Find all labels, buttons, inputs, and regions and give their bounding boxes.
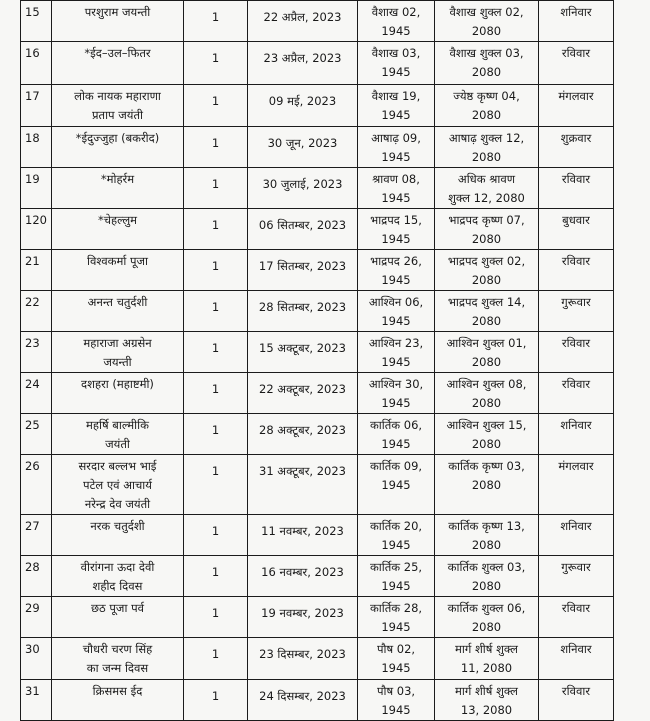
holiday-date: 22 अक्टूबर, 2023 — [259, 382, 346, 396]
weekday-cell — [539, 209, 614, 250]
holiday-date: 09 मई, 2023 — [268, 94, 337, 108]
holiday-days-cell — [184, 332, 248, 373]
holiday-name: सरदार बल्लभ भाई पटेल एवं आचार्य नरेन्द्र देव जयंती — [78, 459, 157, 511]
holiday-date: 11 नवम्बर, 2023 — [261, 524, 344, 538]
vikram-samvat-date: कार्तिक कृष्ण 03, 2080 — [448, 459, 525, 492]
holiday-row — [21, 42, 614, 85]
saka-date: पौष 02, 1945 — [376, 642, 416, 675]
holiday-row — [21, 168, 614, 209]
weekday-cell — [539, 680, 614, 721]
vikram-samvat-date: मार्ग शीर्ष शुक्ल 11, 2080 — [455, 642, 518, 675]
holiday-date-cell — [248, 638, 358, 680]
holiday-name: क्रिसमस ईद — [92, 684, 143, 698]
vikram-samvat-date-cell — [435, 42, 539, 85]
vikram-samvat-date: कार्तिक शुक्ल 06, 2080 — [447, 601, 526, 634]
vikram-samvat-date-cell — [435, 556, 539, 597]
serial-number-cell — [21, 85, 52, 127]
weekday-cell — [539, 515, 614, 556]
weekday-cell — [539, 414, 614, 455]
holiday-days: 1 — [211, 606, 220, 620]
holiday-date-cell — [248, 680, 358, 721]
holiday-name: विश्वकर्मा पूजा — [86, 254, 149, 268]
holiday-date: 28 अक्टूबर, 2023 — [259, 423, 346, 437]
holiday-date-cell — [248, 556, 358, 597]
saka-date-cell — [358, 42, 435, 85]
saka-date-cell — [358, 209, 435, 250]
holiday-name: छठ पूजा पर्व — [90, 601, 145, 615]
vikram-samvat-date: कार्तिक कृष्ण 13, 2080 — [448, 519, 525, 552]
serial-number: 29 — [25, 601, 40, 615]
weekday-cell — [539, 556, 614, 597]
holiday-name-cell — [52, 1, 184, 42]
serial-number: 21 — [25, 254, 40, 268]
holiday-days: 1 — [211, 177, 220, 191]
saka-date-cell — [358, 85, 435, 127]
holiday-days-cell — [184, 597, 248, 638]
holiday-date-cell — [248, 85, 358, 127]
holiday-row — [21, 680, 614, 721]
saka-date-cell — [358, 556, 435, 597]
saka-date-cell — [358, 597, 435, 638]
vikram-samvat-date: मार्ग शीर्ष शुक्ल 13, 2080 — [455, 684, 518, 717]
holiday-date: 15 अक्टूबर, 2023 — [259, 341, 346, 355]
holiday-days-cell — [184, 373, 248, 414]
weekday-cell — [539, 291, 614, 332]
holiday-days: 1 — [211, 423, 220, 437]
serial-number: 120 — [25, 213, 47, 227]
holiday-days-cell — [184, 414, 248, 455]
holiday-date: 30 जुलाई, 2023 — [262, 177, 343, 191]
holiday-name: महर्षि बाल्मीकि जयंती — [86, 418, 149, 451]
saka-date: कार्तिक 09, 1945 — [369, 459, 423, 492]
serial-number: 30 — [25, 642, 40, 656]
weekday-cell — [539, 127, 614, 168]
holiday-date: 17 सितम्बर, 2023 — [258, 259, 347, 273]
serial-number-cell — [21, 168, 52, 209]
holiday-date-cell — [248, 209, 358, 250]
holiday-days: 1 — [211, 259, 220, 273]
weekday: रविवार — [561, 684, 591, 698]
holiday-days-cell — [184, 455, 248, 515]
vikram-samvat-date-cell — [435, 638, 539, 680]
saka-date: आश्विन 30, 1945 — [368, 377, 424, 410]
saka-date: श्रावण 08, 1945 — [372, 172, 420, 205]
holiday-row — [21, 455, 614, 515]
holiday-days: 1 — [211, 382, 220, 396]
holiday-days-cell — [184, 127, 248, 168]
weekday: रविवार — [561, 601, 591, 615]
vikram-samvat-date: वैशाख शुक्ल 02, 2080 — [449, 5, 524, 38]
saka-date-cell — [358, 638, 435, 680]
serial-number: 16 — [25, 46, 40, 60]
vikram-samvat-date: कार्तिक शुक्ल 03, 2080 — [447, 560, 526, 593]
holiday-name: दशहरा (महाष्टमी) — [81, 377, 154, 391]
holiday-days-cell — [184, 250, 248, 291]
holiday-days: 1 — [211, 136, 220, 150]
serial-number-cell — [21, 42, 52, 85]
holiday-row — [21, 515, 614, 556]
vikram-samvat-date-cell — [435, 332, 539, 373]
holiday-row — [21, 291, 614, 332]
holiday-name-cell — [52, 515, 184, 556]
holiday-days-cell — [184, 42, 248, 85]
serial-number: 31 — [25, 684, 40, 698]
serial-number-cell — [21, 291, 52, 332]
saka-date: भाद्रपद 26, 1945 — [370, 254, 422, 287]
holiday-days: 1 — [211, 565, 220, 579]
holiday-days-cell — [184, 1, 248, 42]
serial-number-cell — [21, 209, 52, 250]
serial-number: 23 — [25, 336, 40, 350]
vikram-samvat-date-cell — [435, 291, 539, 332]
serial-number-cell — [21, 332, 52, 373]
vikram-samvat-date-cell — [435, 414, 539, 455]
holiday-name-cell — [52, 209, 184, 250]
saka-date: पौष 03, 1945 — [376, 684, 416, 717]
holiday-days-cell — [184, 85, 248, 127]
holiday-date: 23 अप्रैल, 2023 — [263, 51, 342, 65]
saka-date: आषाढ़ 09, 1945 — [371, 131, 421, 164]
weekday: रविवार — [561, 254, 591, 268]
serial-number-cell — [21, 680, 52, 721]
holiday-days: 1 — [211, 51, 220, 65]
holiday-date-cell — [248, 455, 358, 515]
serial-number-cell — [21, 556, 52, 597]
serial-number: 25 — [25, 418, 40, 432]
vikram-samvat-date: वैशाख शुक्ल 03, 2080 — [449, 46, 524, 79]
serial-number-cell — [21, 638, 52, 680]
vikram-samvat-date: भाद्रपद कृष्ण 07, 2080 — [448, 213, 525, 246]
saka-date-cell — [358, 291, 435, 332]
holiday-date: 24 दिसम्बर, 2023 — [259, 689, 346, 703]
vikram-samvat-date-cell — [435, 127, 539, 168]
holiday-name: चौधरी चरण सिंह का जन्म दिवस — [82, 642, 153, 675]
saka-date-cell — [358, 168, 435, 209]
holiday-date-cell — [248, 515, 358, 556]
weekday: गुरूवार — [561, 295, 591, 309]
holiday-name: लोक नायक महाराणा प्रताप जयंती — [74, 89, 161, 122]
holiday-name-cell — [52, 291, 184, 332]
holiday-name: अनन्त चतुर्दशी — [87, 295, 148, 309]
vikram-samvat-date: ज्येष्ठ कृष्ण 04, 2080 — [453, 89, 520, 122]
holiday-days: 1 — [211, 300, 220, 314]
weekday: बुधवार — [562, 213, 590, 227]
serial-number-cell — [21, 250, 52, 291]
serial-number: 17 — [25, 89, 40, 103]
weekday: शुक्रवार — [560, 131, 592, 145]
holiday-row — [21, 638, 614, 680]
saka-date-cell — [358, 250, 435, 291]
holiday-name: *चेहल्लुम — [97, 213, 138, 227]
saka-date: वैशाख 03, 1945 — [371, 46, 421, 79]
weekday-cell — [539, 373, 614, 414]
vikram-samvat-date-cell — [435, 373, 539, 414]
weekday: रविवार — [561, 377, 591, 391]
weekday-cell — [539, 455, 614, 515]
vikram-samvat-date-cell — [435, 1, 539, 42]
saka-date-cell — [358, 680, 435, 721]
holiday-name: नरक चतुर्दशी — [90, 519, 145, 533]
holiday-name-cell — [52, 85, 184, 127]
vikram-samvat-date-cell — [435, 597, 539, 638]
holiday-row — [21, 414, 614, 455]
holiday-days-cell — [184, 638, 248, 680]
vikram-samvat-date-cell — [435, 250, 539, 291]
holiday-name-cell — [52, 42, 184, 85]
holiday-name: *ईदुज्जुहा (बकरीद) — [75, 131, 160, 145]
vikram-samvat-date: आश्विन शुक्ल 15, 2080 — [446, 418, 527, 451]
holiday-date: 16 नवम्बर, 2023 — [261, 565, 344, 579]
holiday-days: 1 — [211, 524, 220, 538]
weekday: शनिवार — [560, 519, 592, 533]
holiday-days: 1 — [211, 341, 220, 355]
holiday-date-cell — [248, 597, 358, 638]
weekday-cell — [539, 332, 614, 373]
serial-number-cell — [21, 373, 52, 414]
holiday-date: 28 सितम्बर, 2023 — [258, 300, 347, 314]
holiday-name: महाराजा अग्रसेन जयन्ती — [83, 336, 152, 369]
weekday-cell — [539, 168, 614, 209]
vikram-samvat-date-cell — [435, 455, 539, 515]
saka-date: वैशाख 19, 1945 — [371, 89, 421, 122]
vikram-samvat-date: आषाढ़ शुक्ल 12, 2080 — [448, 131, 525, 164]
holiday-name: *ईद–उल–फितर — [84, 46, 151, 60]
weekday-cell — [539, 1, 614, 42]
vikram-samvat-date: भाद्रपद शुक्ल 14, 2080 — [447, 295, 526, 328]
holiday-rows — [21, 1, 614, 721]
holiday-name-cell — [52, 332, 184, 373]
weekday: मंगलवार — [558, 89, 594, 103]
holiday-date-cell — [248, 373, 358, 414]
holiday-name-cell — [52, 597, 184, 638]
holiday-date: 22 अप्रैल, 2023 — [263, 10, 342, 24]
holiday-days-cell — [184, 556, 248, 597]
holiday-row — [21, 250, 614, 291]
saka-date: भाद्रपद 15, 1945 — [370, 213, 422, 246]
holiday-days-cell — [184, 209, 248, 250]
holiday-date: 19 नवम्बर, 2023 — [261, 606, 344, 620]
saka-date: आश्विन 23, 1945 — [368, 336, 424, 369]
holiday-name-cell — [52, 168, 184, 209]
serial-number-cell — [21, 515, 52, 556]
weekday: रविवार — [561, 172, 591, 186]
holiday-name-cell — [52, 556, 184, 597]
serial-number: 22 — [25, 295, 40, 309]
vikram-samvat-date-cell — [435, 168, 539, 209]
holiday-days: 1 — [211, 647, 220, 661]
weekday: शनिवार — [560, 5, 592, 19]
saka-date: कार्तिक 20, 1945 — [369, 519, 423, 552]
serial-number: 26 — [25, 459, 40, 473]
holiday-name: परशुराम जयन्ती — [84, 5, 151, 19]
holiday-name-cell — [52, 127, 184, 168]
holiday-table — [20, 0, 614, 721]
holiday-name-cell — [52, 680, 184, 721]
weekday: गुरूवार — [561, 560, 591, 574]
vikram-samvat-date-cell — [435, 85, 539, 127]
holiday-name-cell — [52, 250, 184, 291]
saka-date-cell — [358, 455, 435, 515]
holiday-days: 1 — [211, 94, 220, 108]
weekday-cell — [539, 597, 614, 638]
holiday-days-cell — [184, 291, 248, 332]
holiday-row — [21, 1, 614, 42]
serial-number: 27 — [25, 519, 40, 533]
saka-date-cell — [358, 515, 435, 556]
weekday: शनिवार — [560, 642, 592, 656]
vikram-samvat-date: अधिक श्रावण शुक्ल 12, 2080 — [448, 172, 525, 205]
serial-number: 28 — [25, 560, 40, 574]
holiday-date-cell — [248, 332, 358, 373]
serial-number: 15 — [25, 5, 40, 19]
holiday-name: वीरांगना ऊदा देवी शहीद दिवस — [80, 560, 155, 593]
holiday-days-cell — [184, 680, 248, 721]
vikram-samvat-date-cell — [435, 515, 539, 556]
holiday-date: 31 अक्टूबर, 2023 — [259, 464, 346, 478]
weekday: शनिवार — [560, 418, 592, 432]
saka-date: आश्विन 06, 1945 — [368, 295, 424, 328]
holiday-date-cell — [248, 291, 358, 332]
holiday-date-cell — [248, 168, 358, 209]
holiday-date: 23 दिसम्बर, 2023 — [259, 647, 346, 661]
weekday: रविवार — [561, 46, 591, 60]
weekday: रविवार — [561, 336, 591, 350]
holiday-date-cell — [248, 414, 358, 455]
vikram-samvat-date: आश्विन शुक्ल 01, 2080 — [446, 336, 527, 369]
weekday-cell — [539, 638, 614, 680]
serial-number-cell — [21, 1, 52, 42]
saka-date: कार्तिक 25, 1945 — [369, 560, 423, 593]
holiday-date: 06 सितम्बर, 2023 — [258, 218, 347, 232]
holiday-days: 1 — [211, 689, 220, 703]
holiday-row — [21, 556, 614, 597]
holiday-days-cell — [184, 515, 248, 556]
holiday-date-cell — [248, 1, 358, 42]
saka-date-cell — [358, 414, 435, 455]
holiday-days: 1 — [211, 10, 220, 24]
vikram-samvat-date: आश्विन शुक्ल 08, 2080 — [446, 377, 527, 410]
weekday-cell — [539, 250, 614, 291]
holiday-row — [21, 209, 614, 250]
holiday-date: 30 जून, 2023 — [267, 136, 338, 150]
weekday-cell — [539, 85, 614, 127]
serial-number-cell — [21, 597, 52, 638]
holiday-name-cell — [52, 373, 184, 414]
serial-number: 18 — [25, 131, 40, 145]
serial-number: 19 — [25, 172, 40, 186]
holiday-date-cell — [248, 42, 358, 85]
saka-date: कार्तिक 28, 1945 — [369, 601, 423, 634]
holiday-days: 1 — [211, 464, 220, 478]
holiday-row — [21, 127, 614, 168]
holiday-row — [21, 332, 614, 373]
weekday: मंगलवार — [558, 459, 594, 473]
holiday-days-cell — [184, 168, 248, 209]
holiday-name-cell — [52, 414, 184, 455]
saka-date-cell — [358, 373, 435, 414]
serial-number-cell — [21, 414, 52, 455]
saka-date: वैशाख 02, 1945 — [371, 5, 421, 38]
weekday-cell — [539, 42, 614, 85]
holiday-row — [21, 597, 614, 638]
holiday-days: 1 — [211, 218, 220, 232]
serial-number-cell — [21, 127, 52, 168]
saka-date-cell — [358, 127, 435, 168]
holiday-date-cell — [248, 250, 358, 291]
vikram-samvat-date-cell — [435, 680, 539, 721]
holiday-name: *मोहर्रम — [100, 172, 135, 186]
holiday-name-cell — [52, 638, 184, 680]
vikram-samvat-date-cell — [435, 209, 539, 250]
serial-number-cell — [21, 455, 52, 515]
holiday-date-cell — [248, 127, 358, 168]
saka-date: कार्तिक 06, 1945 — [369, 418, 423, 451]
serial-number: 24 — [25, 377, 40, 391]
holiday-row — [21, 373, 614, 414]
vikram-samvat-date: भाद्रपद शुक्ल 02, 2080 — [447, 254, 526, 287]
holiday-name-cell — [52, 455, 184, 515]
saka-date-cell — [358, 332, 435, 373]
saka-date-cell — [358, 1, 435, 42]
holiday-row — [21, 85, 614, 127]
